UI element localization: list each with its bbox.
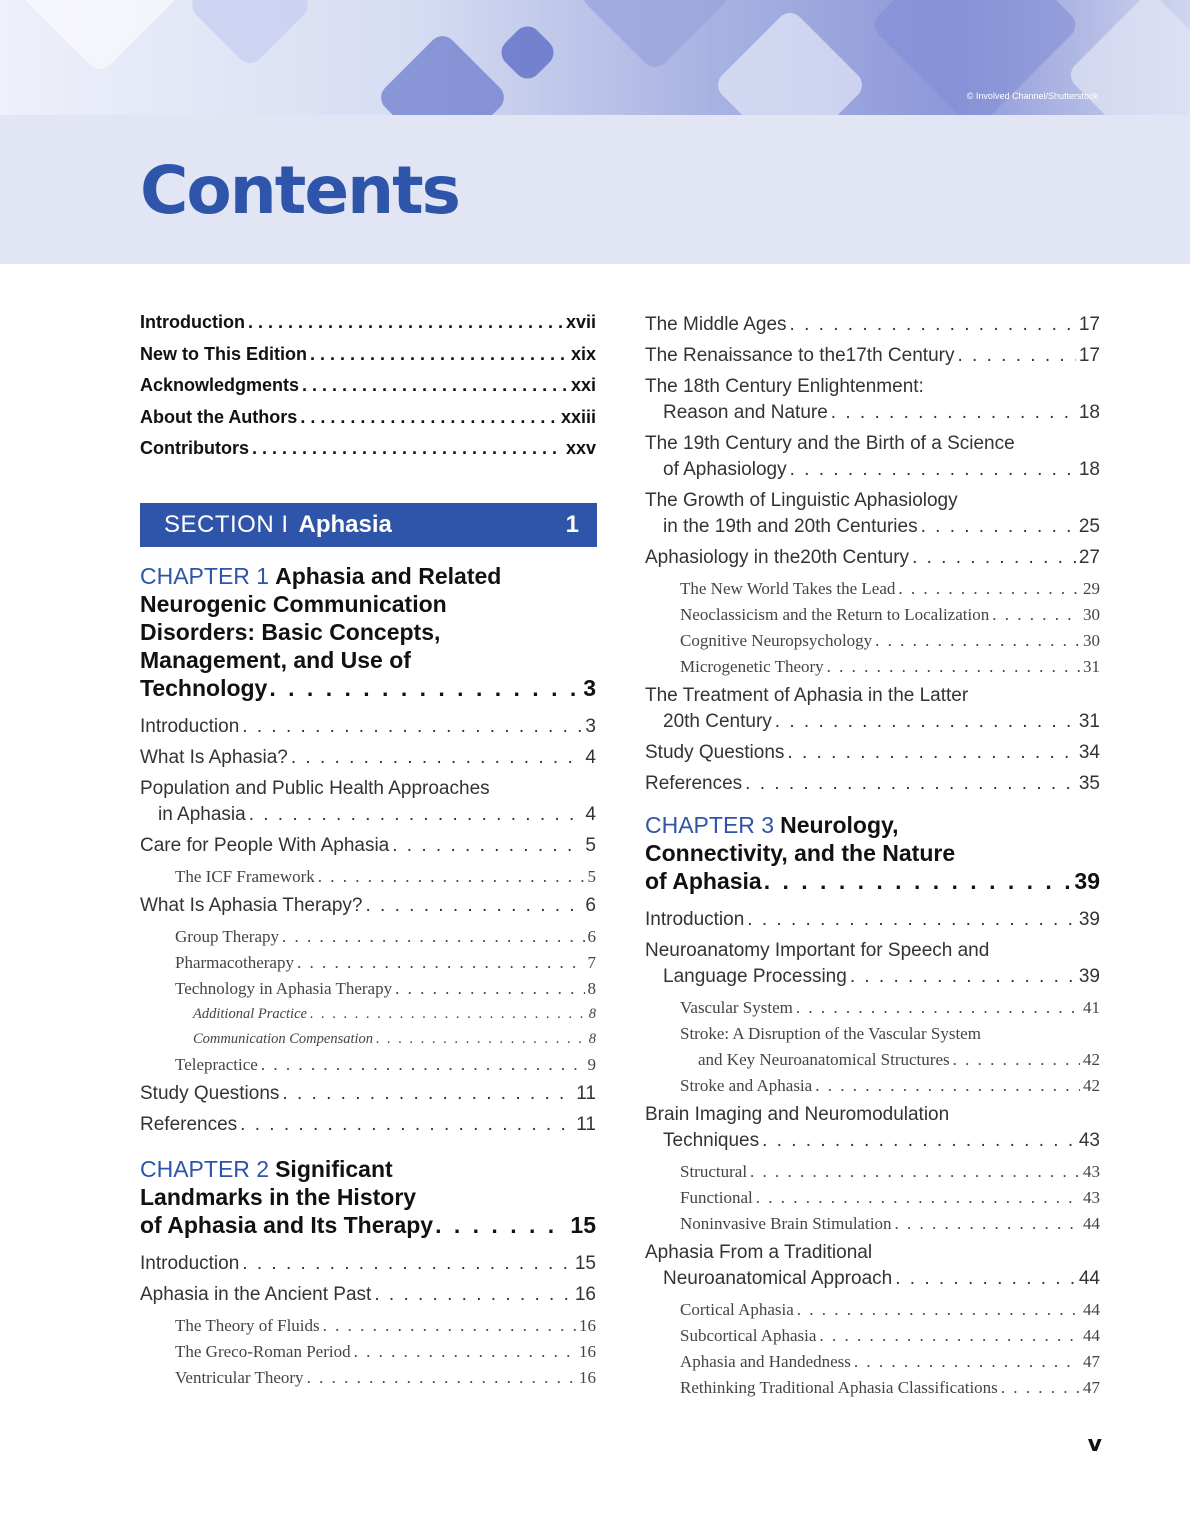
dot-leader: [854, 1349, 1080, 1375]
toc-subentry[interactable]: [645, 654, 1100, 680]
dot-leader: [992, 602, 1080, 628]
entry-title: Study Questions: [645, 742, 785, 763]
entry-title: The New World Takes the Lead: [680, 579, 896, 598]
chapter-title-line: of Aphasia: [645, 868, 762, 894]
toc-subentry[interactable]: [140, 950, 596, 976]
entry-page: 7: [587, 953, 596, 972]
entry-page: 4: [585, 747, 596, 768]
entry-title: The ICF Framework: [175, 867, 315, 886]
dot-leader: [875, 628, 1080, 654]
toc-entry[interactable]: [140, 776, 596, 828]
toc-left-column: [140, 312, 596, 470]
entry-title: Telepractice: [175, 1055, 258, 1074]
toc-subentry[interactable]: [140, 976, 596, 1002]
toc-subentry[interactable]: [140, 1313, 596, 1339]
dot-leader: [1001, 1375, 1080, 1401]
dot-leader: [392, 833, 582, 859]
toc-entry[interactable]: [140, 312, 596, 344]
entry-title-cont: Neuroanatomical Approach: [663, 1268, 893, 1289]
toc-entry[interactable]: [645, 1240, 1100, 1292]
banner-diamond-shape: [496, 21, 560, 85]
entry-page: 30: [1083, 605, 1100, 624]
entry-title: Contributors: [140, 438, 249, 458]
entry-page: 42: [1083, 1076, 1100, 1095]
toc-entry[interactable]: [645, 312, 1100, 338]
toc-entry[interactable]: [140, 344, 596, 376]
entry-page: 42: [1083, 1050, 1100, 1069]
entry-title: Pharmacotherapy: [175, 953, 294, 972]
entry-title: Introduction: [140, 312, 245, 332]
header-banner-image: [0, 0, 1190, 115]
toc-entry[interactable]: [140, 375, 596, 407]
dot-leader: [282, 924, 584, 950]
dot-leader: [898, 576, 1080, 602]
entry-title-cont: of Aphasiology: [663, 459, 787, 480]
entry-title: Introduction: [140, 716, 240, 737]
dot-leader: [747, 907, 1076, 933]
entry-page: 43: [1078, 1130, 1100, 1151]
entry-page: 8: [588, 1006, 596, 1022]
entry-page: 39: [1078, 966, 1100, 987]
entry-page: xix: [570, 343, 596, 364]
dot-leader: [307, 1365, 576, 1391]
entry-title: Introduction: [140, 1253, 240, 1274]
entry-page: 8: [587, 979, 596, 998]
entry-page: 6: [585, 895, 596, 916]
dot-leader: [790, 457, 1076, 483]
chapter-heading[interactable]: [140, 562, 596, 702]
toc-entry[interactable]: [140, 1282, 596, 1308]
entry-title: Cortical Aphasia: [680, 1300, 794, 1319]
dot-leader: [374, 1282, 572, 1308]
entry-page: 9: [587, 1055, 596, 1074]
entry-title: The Theory of Fluids: [175, 1316, 320, 1335]
entry-title-cont: in Aphasia: [158, 804, 246, 825]
toc-entry[interactable]: [645, 771, 1100, 797]
entry-page: 16: [574, 1284, 596, 1305]
entry-title: The Treatment of Aphasia in the Latter: [645, 685, 969, 706]
entry-page: 43: [1083, 1162, 1100, 1181]
chapter-page: 15: [570, 1212, 596, 1238]
dot-leader: [310, 1002, 586, 1027]
dot-leader: [953, 1047, 1080, 1073]
entry-title-cont: Reason and Nature: [663, 402, 828, 423]
entry-title: Communication Compensation: [193, 1031, 374, 1047]
dot-leader: [827, 654, 1080, 680]
entry-page: 11: [576, 1114, 596, 1135]
dot-leader: [831, 400, 1076, 426]
entry-title: Rethinking Traditional Aphasia Classifications: [680, 1378, 998, 1397]
dot-leader: [850, 964, 1076, 990]
entry-page: 16: [579, 1342, 596, 1361]
entry-page: 39: [1078, 909, 1100, 930]
entry-title: Ventricular Theory: [175, 1368, 304, 1387]
banner-diamond-shape: [15, 0, 185, 75]
toc-subentry[interactable]: [645, 1349, 1100, 1375]
toc-subentry[interactable]: [645, 1211, 1100, 1237]
entry-title: The Renaissance to the17th Century: [645, 345, 955, 366]
entry-page: 25: [1078, 516, 1100, 537]
entry-page: 18: [1078, 402, 1100, 423]
toc-subentry[interactable]: [140, 1052, 596, 1078]
toc-subsubentry[interactable]: [140, 1027, 596, 1052]
dot-leader: [756, 1185, 1080, 1211]
entry-title: Neoclassicism and the Return to Localization: [680, 605, 990, 624]
entry-page: 31: [1078, 711, 1100, 732]
entry-page: 11: [576, 1083, 596, 1104]
section-page: 1: [565, 511, 579, 538]
banner-diamond-shape: [577, 0, 733, 73]
dot-leader: [775, 709, 1076, 735]
entry-page: 5: [585, 835, 596, 856]
dot-leader: [354, 1339, 576, 1365]
entry-page: xxv: [565, 438, 596, 458]
toc-entry[interactable]: [645, 343, 1100, 369]
dot-leader: [252, 438, 563, 459]
toc-subentry[interactable]: [645, 576, 1100, 602]
entry-page: 41: [1083, 998, 1100, 1017]
entry-title-cont: in the 19th and 20th Centuries: [663, 516, 918, 537]
entry-page: 4: [585, 804, 596, 825]
toc-subentry[interactable]: [140, 1339, 596, 1365]
toc-subentry[interactable]: [645, 1185, 1100, 1211]
entry-page: xvii: [565, 312, 596, 332]
entry-page: 47: [1083, 1352, 1100, 1371]
entry-title: Technology in Aphasia Therapy: [175, 979, 393, 998]
entry-title: Care for People With Aphasia: [140, 835, 390, 856]
chapter-title-line: Connectivity, and the Nature: [645, 840, 956, 866]
toc-right-column: [645, 312, 1100, 802]
entry-page: 3: [585, 716, 596, 737]
entry-page: 6: [587, 927, 596, 946]
entry-page: 44: [1083, 1214, 1100, 1233]
entry-page: 5: [587, 867, 596, 886]
section-prefix: SECTION I: [164, 511, 289, 538]
entry-page: 16: [579, 1368, 596, 1387]
entry-title-cont: Techniques: [663, 1130, 760, 1151]
dot-leader: [366, 893, 583, 919]
toc-entry[interactable]: [140, 1081, 596, 1107]
toc-entry[interactable]: [140, 893, 596, 919]
page-number: v: [1087, 1432, 1102, 1457]
entry-page: 44: [1083, 1300, 1100, 1319]
entry-title: Additional Practice: [193, 1006, 307, 1022]
entry-page: 29: [1083, 579, 1100, 598]
entry-title: Acknowledgments: [140, 375, 300, 395]
entry-title: Population and Public Health Approaches: [140, 778, 490, 799]
toc-entry[interactable]: [645, 907, 1100, 933]
toc-entry[interactable]: [140, 1112, 596, 1138]
toc-subentry[interactable]: [645, 1297, 1100, 1323]
toc-entry[interactable]: [645, 740, 1100, 766]
toc-subentry[interactable]: [140, 864, 596, 890]
chapter-title-line: Technology: [140, 675, 268, 701]
entry-title: What Is Aphasia?: [140, 747, 288, 768]
entry-title-cont: and Key Neuroanatomical Structures: [698, 1050, 950, 1069]
entry-title: The Middle Ages: [645, 314, 787, 335]
entry-title: What Is Aphasia Therapy?: [140, 895, 363, 916]
entry-page: 35: [1078, 773, 1100, 794]
dot-leader: [261, 1052, 585, 1078]
dot-leader: [249, 802, 583, 828]
toc-entry[interactable]: [140, 833, 596, 859]
dot-leader: [318, 864, 585, 890]
dot-leader: [242, 1251, 572, 1277]
toc-entry[interactable]: [140, 714, 596, 740]
dot-leader: [300, 407, 558, 428]
front-matter-list: [140, 312, 596, 470]
entry-title: Microgenetic Theory: [680, 657, 824, 676]
dot-leader: [750, 1159, 1080, 1185]
page-title: Contents: [140, 152, 459, 229]
entry-page: 27: [1078, 547, 1100, 568]
toc-subentry[interactable]: [140, 1365, 596, 1391]
entry-title: Subcortical Aphasia: [680, 1326, 817, 1345]
image-credit: © Involved Channel/Shutterstock: [966, 91, 1098, 101]
entry-page: 47: [1083, 1378, 1100, 1397]
dot-leader: [745, 771, 1076, 797]
chapter-title-line: Neurology,: [780, 812, 899, 838]
chapter-heading[interactable]: [645, 811, 1100, 895]
entry-page: 8: [588, 1031, 596, 1047]
dot-leader: [819, 1323, 1080, 1349]
dot-leader: [921, 514, 1076, 540]
chapter-title-line: Disorders: Basic Concepts,: [140, 619, 441, 645]
chapter-title-line: Aphasia and Related: [275, 563, 502, 589]
chapter-label: CHAPTER 1: [140, 563, 270, 589]
toc-entry[interactable]: [140, 745, 596, 771]
entry-page: 17: [1078, 314, 1100, 335]
toc-subentry[interactable]: [645, 1159, 1100, 1185]
toc-subentry[interactable]: [645, 1021, 1100, 1073]
entry-page: xxiii: [560, 406, 596, 427]
dot-leader: [957, 343, 1075, 369]
chapter-label: CHAPTER 3: [645, 812, 775, 838]
toc-entry[interactable]: [645, 431, 1100, 483]
chapter-page: 39: [1074, 868, 1100, 894]
entry-title: The Growth of Linguistic Aphasiology: [645, 490, 958, 511]
dot-leader: [310, 344, 568, 365]
entry-title: The Greco-Roman Period: [175, 1342, 351, 1361]
chapter1-block: [140, 562, 596, 1143]
dot-leader: [240, 1112, 573, 1138]
chapter-title-line: Landmarks in the History: [140, 1184, 417, 1210]
section-name: Aphasia: [298, 511, 392, 538]
toc-entry[interactable]: [140, 407, 596, 439]
banner-diamond-shape: [186, 0, 313, 69]
entry-page: 44: [1078, 1268, 1100, 1289]
entry-title: Neuroanatomy Important for Speech and: [645, 940, 990, 961]
chapter-heading[interactable]: [140, 1155, 596, 1239]
entry-title: Structural: [680, 1162, 748, 1181]
dot-leader: [269, 674, 581, 702]
entry-page: 31: [1083, 657, 1100, 676]
toc-subentry[interactable]: [645, 628, 1100, 654]
entry-title: Group Therapy: [175, 927, 280, 946]
entry-title: Brain Imaging and Neuromodulation: [645, 1104, 950, 1125]
entry-page: 44: [1083, 1326, 1100, 1345]
chapter-title-line: Neurogenic Communication: [140, 591, 447, 617]
toc-entry[interactable]: [645, 545, 1100, 571]
entry-page: 16: [579, 1316, 596, 1335]
toc-subentry[interactable]: [645, 1073, 1100, 1099]
entry-title: Aphasia in the Ancient Past: [140, 1284, 372, 1305]
entry-title: About the Authors: [140, 406, 298, 427]
entry-page: 18: [1078, 459, 1100, 480]
entry-page: 34: [1078, 742, 1100, 763]
banner-diamond-shape: [712, 7, 868, 115]
dot-leader: [323, 1313, 576, 1339]
toc-subentry[interactable]: [645, 995, 1100, 1021]
section-heading-bar[interactable]: [140, 503, 597, 547]
toc-entry[interactable]: [645, 683, 1100, 735]
toc-entry[interactable]: [140, 1251, 596, 1277]
entry-title: Noninvasive Brain Stimulation: [680, 1214, 892, 1233]
entry-title: References: [140, 1114, 238, 1135]
entry-title: Aphasiology in the20th Century: [645, 547, 910, 568]
entry-title: Aphasia From a Traditional: [645, 1242, 873, 1263]
toc-subentry[interactable]: [645, 1323, 1100, 1349]
dot-leader: [297, 950, 585, 976]
dot-leader: [912, 545, 1076, 571]
toc-subentry[interactable]: [645, 602, 1100, 628]
dot-leader: [762, 1128, 1076, 1154]
chapter-title-line: Significant: [275, 1156, 393, 1182]
toc-subentry[interactable]: [645, 1375, 1100, 1401]
toc-subentry[interactable]: [140, 924, 596, 950]
entry-title: Functional: [680, 1188, 753, 1207]
entry-page: 30: [1083, 631, 1100, 650]
dot-leader: [302, 375, 568, 396]
chapter2-block: [140, 1155, 596, 1391]
chapter-page: 3: [583, 675, 596, 701]
entry-page: 43: [1083, 1188, 1100, 1207]
dot-leader: [787, 740, 1075, 766]
entry-page: xxi: [570, 375, 596, 395]
entry-title: Introduction: [645, 909, 745, 930]
toc-entry[interactable]: [645, 374, 1100, 426]
entry-title: Aphasia and Handedness: [680, 1352, 851, 1371]
toc-entry[interactable]: [140, 438, 596, 470]
chapter-label: CHAPTER 2: [140, 1156, 270, 1182]
chapter-title-line: Management, and Use of: [140, 647, 411, 673]
banner-diamond-shape: [375, 30, 509, 115]
chapter-title-line: of Aphasia and Its Therapy: [140, 1212, 434, 1238]
entry-title: The 18th Century Enlightenment:: [645, 376, 924, 397]
dot-leader: [282, 1081, 573, 1107]
entry-title: References: [645, 773, 743, 794]
chapter3-block: [645, 811, 1100, 1401]
entry-title: Stroke and Aphasia: [680, 1076, 813, 1095]
dot-leader: [395, 976, 584, 1002]
toc-subsubentry[interactable]: [140, 1002, 596, 1027]
toc-entry[interactable]: [645, 488, 1100, 540]
toc-entry[interactable]: [645, 938, 1100, 990]
entry-title: Vascular System: [680, 998, 793, 1017]
dot-leader: [797, 1297, 1080, 1323]
dot-leader: [764, 867, 1073, 895]
dot-leader: [291, 745, 583, 771]
entry-title: Stroke: A Disruption of the Vascular System: [680, 1024, 981, 1043]
dot-leader: [895, 1211, 1080, 1237]
entry-title-cont: 20th Century: [663, 711, 772, 732]
dot-leader: [242, 714, 582, 740]
dot-leader: [790, 312, 1076, 338]
entry-title: New to This Edition: [140, 343, 307, 364]
entry-title: The 19th Century and the Birth of a Science: [645, 433, 1015, 454]
entry-page: 15: [574, 1253, 596, 1274]
entry-title: Study Questions: [140, 1083, 280, 1104]
dot-leader: [815, 1073, 1080, 1099]
dot-leader: [376, 1027, 586, 1052]
dot-leader: [895, 1266, 1076, 1292]
entry-title: Cognitive Neuropsychology: [680, 631, 873, 650]
dot-leader: [248, 312, 563, 333]
dot-leader: [435, 1211, 568, 1239]
dot-leader: [796, 995, 1080, 1021]
toc-entry[interactable]: [645, 1102, 1100, 1154]
entry-page: 17: [1078, 345, 1100, 366]
entry-title-cont: Language Processing: [663, 966, 847, 987]
